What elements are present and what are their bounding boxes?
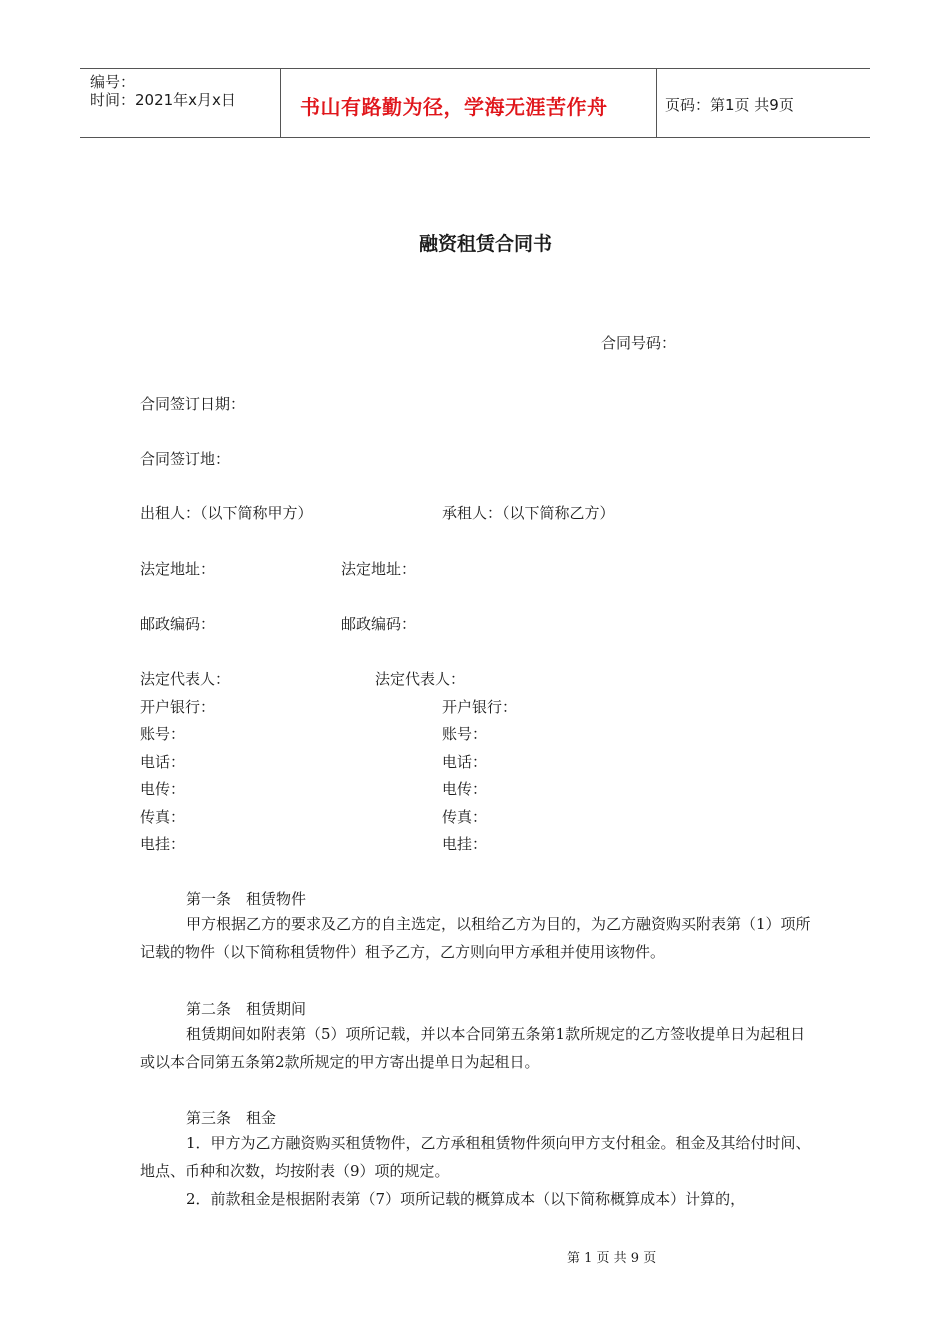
article-3-item-1: 1．甲方为乙方融资购买租赁物件，乙方承租租赁物件须向甲方支付租金。租金及其给付时间、地点、币种和次数，均按附表（9）项的规定。	[140, 1134, 811, 1180]
lessor-label: 出租人：（以下简称甲方）	[140, 504, 313, 522]
lessee-phone-label: 电话：	[442, 753, 488, 771]
lessee-label: 承租人：（以下简称乙方）	[442, 504, 615, 522]
lessor-representative-label: 法定代表人：	[140, 670, 231, 688]
header-page-info: 页码：第1页 共9页	[665, 96, 794, 114]
lessor-postcode-label: 邮政编码：	[140, 615, 216, 633]
lessor-bank-label: 开户银行：	[140, 698, 216, 716]
lessor-phone-label: 电话：	[140, 753, 186, 771]
lessee-telex-label: 电传：	[442, 780, 488, 798]
lessor-account-label: 账号：	[140, 725, 186, 743]
lessee-account-label: 账号：	[442, 725, 488, 743]
number-label: 编号：	[90, 73, 136, 91]
sign-date-label: 合同签订日期：	[140, 395, 246, 413]
article-2-title: 第二条 租赁期间	[186, 1000, 307, 1018]
lessee-representative-label: 法定代表人：	[375, 670, 466, 688]
lessee-postcode-label: 邮政编码：	[341, 615, 417, 633]
document-title: 融资租赁合同书	[419, 233, 553, 255]
time-label: 时间：2021年x月x日	[90, 91, 236, 109]
motto-text: 书山有路勤为径，学海无涯苦作舟	[300, 95, 608, 119]
article-3-item-2: 2．前款租金是根据附表第（7）项所记载的概算成本（以下简称概算成本）计算的，	[186, 1190, 746, 1208]
lessor-cable-label: 电挂：	[140, 835, 186, 853]
page-footer: 第 1 页 共 9 页	[567, 1251, 657, 1266]
header-divider	[280, 69, 281, 137]
header-divider	[656, 69, 657, 137]
sign-place-label: 合同签订地：	[140, 450, 231, 468]
contract-number-label: 合同号码：	[601, 334, 677, 352]
lessee-cable-label: 电挂：	[442, 835, 488, 853]
lessee-address-label: 法定地址：	[341, 560, 417, 578]
article-2-body: 租赁期间如附表第（5）项所记载，并以本合同第五条第1款所规定的乙方签收提单日为起租日或以本合同第五条第2款所规定的甲方寄出提单日为起租日。	[140, 1025, 806, 1071]
article-3-title: 第三条 租金	[186, 1109, 277, 1127]
lessor-fax-label: 传真：	[140, 808, 186, 826]
article-1-title: 第一条 租赁物件	[186, 890, 307, 908]
lessee-bank-label: 开户银行：	[442, 698, 518, 716]
lessor-address-label: 法定地址：	[140, 560, 216, 578]
article-1-body: 甲方根据乙方的要求及乙方的自主选定，以租给乙方为目的，为乙方融资购买附表第（1）项所记载的物件（以下简称租赁物件）租予乙方，乙方则向甲方承租并使用该物件。	[140, 915, 811, 961]
lessor-telex-label: 电传：	[140, 780, 186, 798]
lessee-fax-label: 传真：	[442, 808, 488, 826]
